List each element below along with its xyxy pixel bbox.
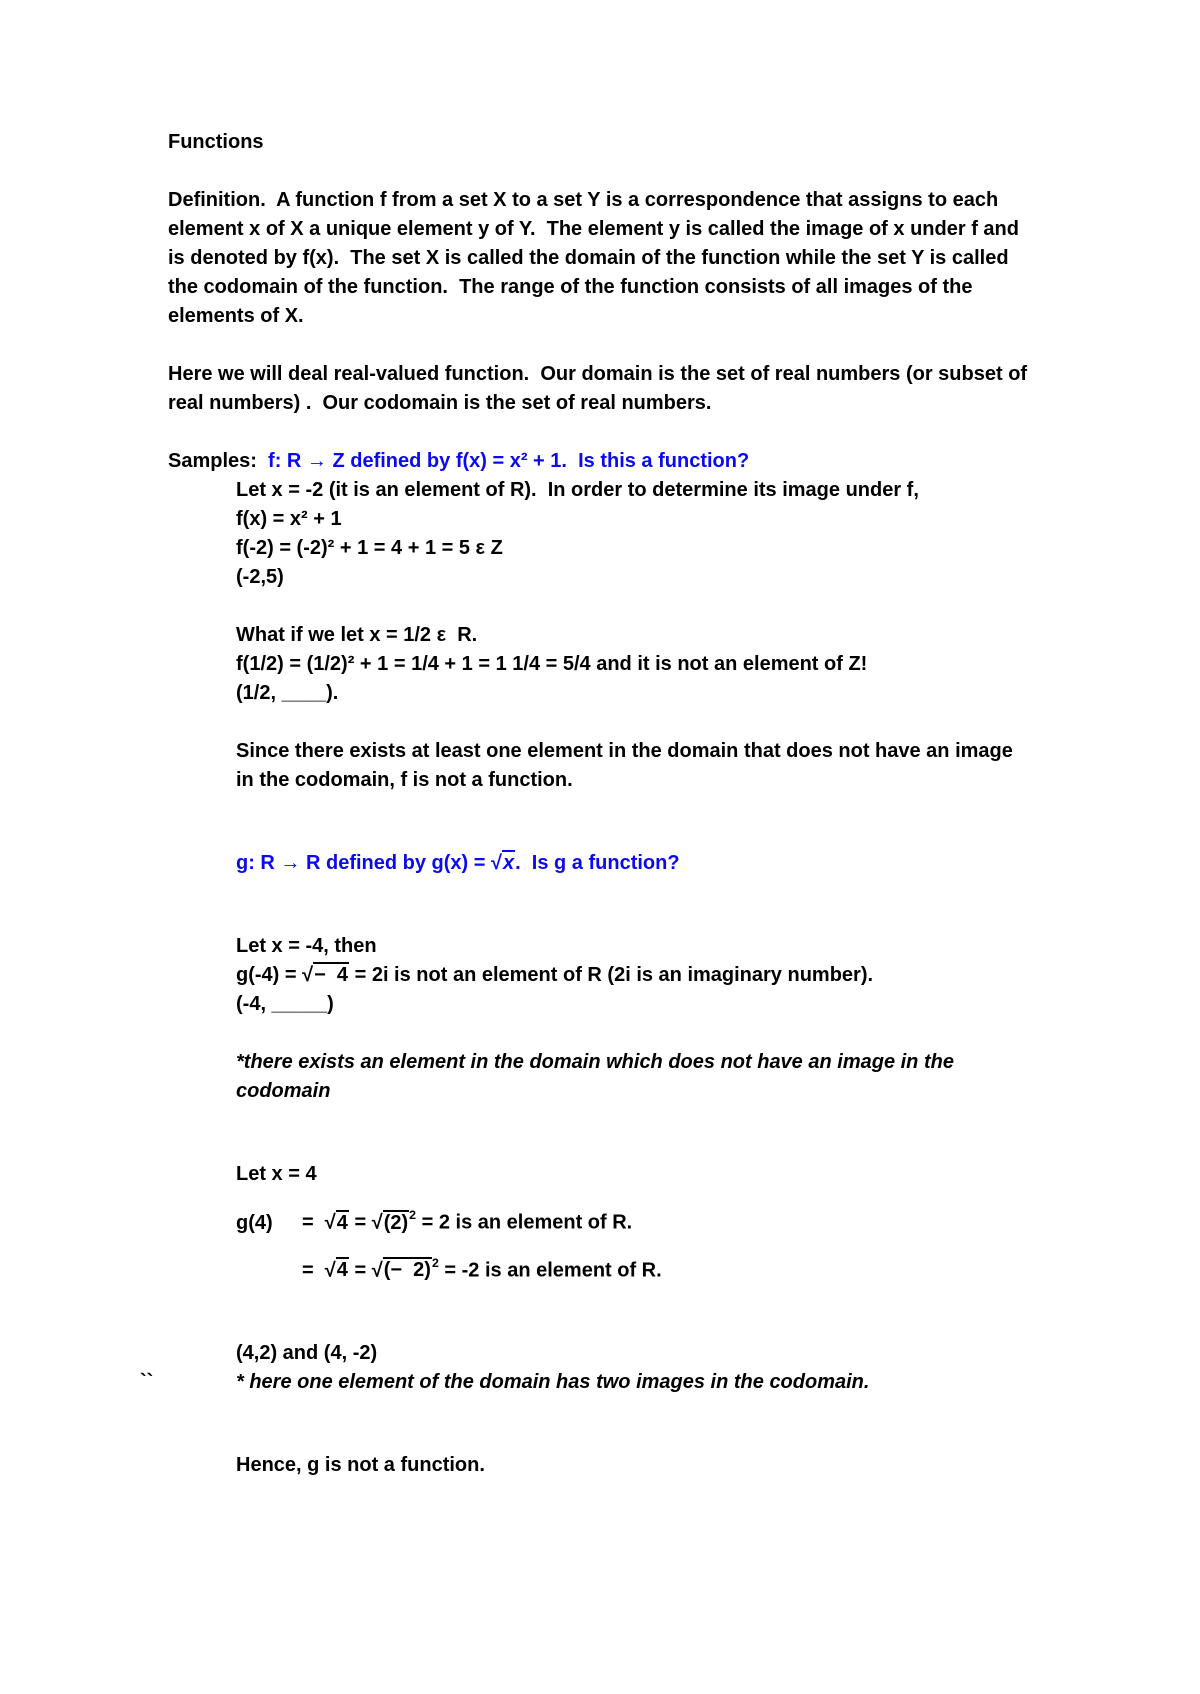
sample-g-post: . Is g a function? — [515, 852, 680, 874]
sample-g-pre: g: R → R defined by g(x) = — [236, 852, 492, 874]
g-work-line-4: Let x = 4 — [236, 1163, 317, 1185]
eq2-equals: = — [302, 1259, 325, 1282]
eq2-superscript: 2 — [431, 1255, 439, 1270]
eq1-radicand-2: (2) — [383, 1211, 409, 1234]
sqrt-symbol: √ — [491, 852, 502, 874]
g-note-2: * here one element of the domain has two images in the codomain. — [236, 1371, 870, 1394]
g-pairs-group — [140, 1339, 1032, 1397]
sqrt-symbol: √ — [324, 1211, 336, 1234]
g-conclusion: Hence, g is not a function. — [236, 1454, 485, 1477]
eq1-lhs: g(4) — [236, 1211, 273, 1234]
samples-line — [168, 447, 1032, 476]
g-pairs: (4,2) and (4, -2) — [236, 1342, 378, 1365]
f-work-line-2: f(x) = x² + 1 — [236, 508, 342, 530]
sqrt-symbol: √ — [371, 1211, 383, 1234]
eq1-tail: = 2 is an element of R. — [416, 1211, 633, 1234]
eq2-radicand-2: (− 2) — [383, 1259, 431, 1282]
g-work-line-2 — [236, 961, 1032, 990]
f-conclusion: Since there exists at least one element in the domain that does not have an image in the codomain, f is not a function. — [236, 740, 1019, 791]
intro-paragraph: Here we will deal real-valued function. Our domain is the set of real numbers (or subset of real numbers) . Our codomain is the set of real numbers. — [168, 363, 1033, 414]
sqrt-symbol: √ — [324, 1259, 336, 1282]
g4-equation-2 — [236, 1251, 1032, 1286]
sample-g-statement — [236, 849, 1032, 878]
g-work-line-3: (-4, _____) — [236, 993, 334, 1015]
f-work-line-3: f(-2) = (-2)² + 1 = 4 + 1 = 5 ε Z — [236, 537, 503, 559]
f-work-line-5: What if we let x = 1/2 ε R. — [236, 624, 478, 646]
f-work-line-4: (-2,5) — [236, 566, 284, 588]
f-work-block — [140, 476, 1032, 1480]
g-work-line-1: Let x = -4, then — [236, 935, 377, 957]
eq1-superscript: 2 — [409, 1208, 417, 1223]
sqrt-symbol: √ — [371, 1259, 383, 1282]
eq1-radicand-1: 4 — [336, 1211, 348, 1234]
g4-pre: g(-4) = — [236, 964, 303, 986]
sample-g-radicand: x — [503, 852, 515, 874]
eq1-equals: = — [302, 1211, 325, 1234]
f-work-group-2 — [236, 621, 1032, 708]
sqrt-symbol: √ — [302, 964, 314, 986]
f-work-line-7: (1/2, ____). — [236, 682, 339, 704]
eq2-mid: = — [348, 1259, 372, 1282]
sample-f-statement: f: R → Z defined by f(x) = x² + 1. Is this a function? — [268, 450, 750, 472]
f-work-line-6: f(1/2) = (1/2)² + 1 = 1/4 + 1 = 1 1/4 = 5/4 and it is not an element of Z! — [236, 653, 868, 675]
g4-equation-1 — [236, 1203, 1032, 1238]
eq1-mid: = — [348, 1211, 372, 1234]
definition-paragraph: Definition. A function f from a set X to a set Y is a correspondence that assigns to each element x of X a unique element y of Y. The element y is called the image of x under f and is denoted by f(x). The set X is called the domain of the function while the set Y is called the codomain of the function. The range of the function consists of all images of the elements of X. — [168, 189, 1025, 327]
g4-radicand: − 4 — [314, 964, 349, 986]
f-work-group-1 — [236, 476, 1032, 592]
eq2-radicand-1: 4 — [336, 1259, 348, 1282]
f-work-line-1: Let x = -2 (it is an element of R). In order to determine its image under f, — [236, 479, 919, 501]
samples-label: Samples: — [168, 450, 269, 472]
g-note-2-row — [140, 1368, 1032, 1397]
g-work-group-1 — [236, 932, 1032, 1019]
backtick-marks: `` — [140, 1371, 154, 1394]
g-note-1: *there exists an element in the domain which does not have an image in the codomain — [236, 1051, 960, 1102]
eq2-tail: = -2 is an element of R. — [438, 1259, 662, 1282]
g4-post: = 2i is not an element of R (2i is an imaginary number). — [349, 964, 874, 986]
doc-title: Functions — [168, 131, 264, 153]
